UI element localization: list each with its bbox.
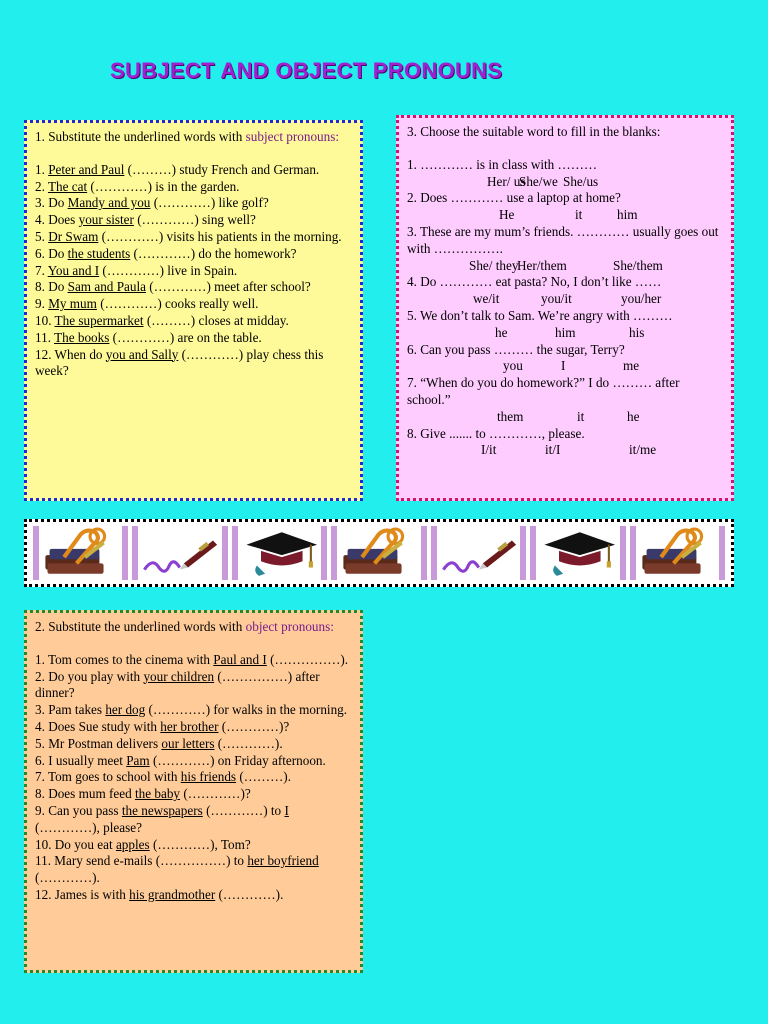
item-text: (………). — [236, 769, 291, 785]
item-text: (…………)? — [180, 786, 251, 802]
answer-option: it/me — [629, 442, 657, 458]
underlined-phrase: his grandmother — [129, 886, 216, 902]
underlined-phrase: The supermarket — [54, 312, 144, 328]
exercise-1-item — [35, 246, 352, 263]
item-rest: (…………) do the homework? — [130, 245, 297, 261]
underlined-phrase: Peter and Paul — [48, 161, 125, 177]
item-number: 8. Do — [35, 279, 65, 295]
exercise-2-item — [35, 803, 352, 837]
item-number: 1. — [35, 161, 45, 177]
answer-option: you — [503, 358, 523, 374]
exercise-3-question: 6. Can you pass ……… the sugar, Terry? — [407, 341, 625, 357]
answer-option: I — [561, 358, 566, 374]
underlined-phrase: apples — [115, 836, 150, 852]
item-number: 7. — [35, 262, 45, 278]
answer-option: them — [497, 408, 524, 424]
underlined-phrase: The cat — [47, 178, 88, 194]
answer-option: it — [577, 408, 585, 424]
answer-option: it/I — [545, 442, 561, 458]
clipart-tile — [232, 526, 327, 580]
item-number: 11. — [35, 329, 51, 345]
underlined-phrase: her brother — [160, 718, 219, 734]
underlined-phrase: Dr Swam — [48, 228, 99, 244]
books-clip-icon — [636, 526, 719, 580]
exercise-2-item — [35, 719, 352, 736]
exercise-1-item — [35, 347, 352, 381]
underlined-phrase: I — [284, 802, 289, 818]
books-clip-icon — [39, 526, 122, 580]
answer-option: She/us — [563, 173, 599, 189]
answer-options — [407, 174, 723, 191]
underlined-phrase: our letters — [161, 735, 215, 751]
exercise-1-heading: 1. Substitute the underlined words with subject pronouns: — [35, 129, 340, 144]
answer-options — [407, 291, 723, 308]
underlined-phrase: the newspapers — [121, 802, 203, 818]
exercise-1-item — [35, 162, 352, 179]
exercise-3-box — [396, 115, 734, 501]
exercise-3-question: 2. Does ………… use a laptop at home? — [407, 190, 621, 206]
answer-options — [407, 325, 723, 342]
item-text: (…………) for walks in the morning. — [145, 702, 348, 718]
item-text: (…………) to — [202, 802, 285, 818]
graduation-cap-icon — [536, 526, 619, 580]
answer-options — [407, 442, 723, 459]
exercise-1-item — [35, 179, 352, 196]
clipart-tile — [331, 526, 426, 580]
underlined-phrase: Sam and Paula — [67, 279, 146, 295]
exercise-3-heading: 3. Choose the suitable word to fill in the blanks: — [407, 124, 661, 139]
item-rest: (…………) play chess this week? — [35, 346, 324, 379]
item-number: 12. When do — [35, 346, 103, 362]
item-text: 12. James is with — [35, 886, 130, 902]
exercise-2-item — [35, 837, 352, 854]
item-rest: (…………) live in Spain. — [99, 262, 238, 278]
exercise-2-list — [35, 652, 352, 904]
exercise-2-heading: 2. Substitute the underlined words with object pronouns: — [35, 619, 334, 634]
underlined-phrase: the students — [67, 245, 131, 261]
underlined-phrase: My mum — [48, 296, 97, 312]
answer-options — [407, 409, 723, 426]
item-rest: (…………) is in the garden. — [87, 178, 240, 194]
clipart-tile — [530, 526, 625, 580]
item-text: (…………), please? — [35, 819, 142, 835]
item-text: 7. Tom goes to school with — [35, 769, 181, 785]
exercise-1-item — [35, 296, 352, 313]
answer-option: he — [627, 408, 640, 424]
item-text: 2. Do you play with — [35, 668, 144, 684]
underlined-phrase: the baby — [134, 786, 181, 802]
item-text: 11. Mary send e-mails (……………) to — [35, 853, 248, 869]
answer-option: him — [555, 324, 576, 340]
underlined-phrase: your children — [143, 668, 215, 684]
graduation-cap-icon — [238, 526, 321, 580]
item-rest: (………) closes at midday. — [143, 312, 289, 328]
item-rest: (…………) like golf? — [150, 195, 269, 211]
clipart-tile — [630, 526, 725, 580]
answer-option: Her/them — [517, 257, 567, 273]
item-text: (…………), Tom? — [149, 836, 251, 852]
answer-option: She/we — [519, 173, 558, 189]
clipart-tile — [431, 526, 526, 580]
answer-option: I/it — [481, 442, 497, 458]
exercise-1-list — [35, 162, 352, 380]
answer-option: you/it — [541, 291, 572, 307]
exercise-3-question: 8. Give ....... to …………, please. — [407, 425, 585, 441]
item-text: 6. I usually meet — [35, 752, 127, 768]
exercise-2-item — [35, 887, 352, 904]
underlined-phrase: You and I — [47, 262, 100, 278]
exercise-2-item — [35, 853, 352, 887]
exercise-2-box — [24, 610, 363, 973]
exercise-3-list — [407, 157, 723, 459]
exercise-3-question: 7. “When do you do homework?” I do ……… after school.” — [407, 375, 680, 407]
item-rest: (…………) sing well? — [133, 212, 256, 228]
exercise-2-item — [35, 769, 352, 786]
clipart-strip — [24, 519, 734, 587]
underlined-phrase: you and Sally — [105, 346, 179, 362]
item-text: 9. Can you pass — [35, 802, 122, 818]
underlined-phrase: his friends — [180, 769, 237, 785]
pen-icon — [437, 526, 520, 580]
item-text: (…………)? — [218, 718, 290, 734]
item-text: 1. Tom comes to the cinema with — [35, 651, 214, 667]
item-text: 8. Does mum feed — [35, 786, 135, 802]
underlined-phrase: your sister — [78, 212, 134, 228]
item-number: 6. Do — [35, 245, 65, 261]
answer-option: it — [575, 207, 583, 223]
item-number: 3. Do — [35, 195, 65, 211]
exercise-1-item — [35, 330, 352, 347]
answer-options — [407, 358, 723, 375]
underlined-phrase: her dog — [105, 702, 146, 718]
exercise-2-item — [35, 669, 352, 703]
item-text: (…………) on Friday afternoon. — [149, 752, 326, 768]
answer-option: we/it — [473, 291, 500, 307]
exercise-1-box — [24, 120, 363, 501]
clipart-tile — [132, 526, 227, 580]
exercise-1-item — [35, 313, 352, 330]
exercise-1-item — [35, 279, 352, 296]
exercise-2-item — [35, 736, 352, 753]
answer-option: you/her — [621, 291, 662, 307]
exercise-3-question: 4. Do ………… eat pasta? No, I don’t like …… — [407, 274, 662, 290]
answer-option: his — [629, 324, 645, 340]
answer-option: Her/ us — [487, 173, 526, 189]
exercise-1-item — [35, 229, 352, 246]
item-number: 5. — [35, 228, 45, 244]
item-text: 3. Pam takes — [35, 702, 106, 718]
exercise-2-item — [35, 786, 352, 803]
underlined-phrase: Paul and I — [213, 651, 267, 667]
item-text: 5. Mr Postman delivers — [35, 735, 162, 751]
item-text: 4. Does Sue study with — [35, 718, 161, 734]
item-rest: (…………) are on the table. — [109, 329, 262, 345]
item-number: 4. Does — [35, 212, 76, 228]
item-text: (…………). — [215, 886, 284, 902]
exercise-2-item — [35, 753, 352, 770]
answer-option: She/them — [613, 257, 663, 273]
exercise-1-item — [35, 212, 352, 229]
item-text: 10. Do you eat — [35, 836, 116, 852]
underlined-phrase: The books — [54, 329, 110, 345]
item-rest: (………) study French and German. — [124, 161, 320, 177]
page-title: SUBJECT AND OBJECT PRONOUNS — [110, 58, 503, 83]
item-text: (…………). — [35, 870, 100, 886]
item-rest: (…………) visits his patients in the morning. — [98, 228, 342, 244]
item-text: (……………) after dinner? — [35, 668, 320, 701]
books-clip-icon — [337, 526, 420, 580]
underlined-phrase: Mandy and you — [67, 195, 151, 211]
item-number: 10. — [35, 312, 52, 328]
answer-option: He — [499, 207, 515, 223]
clipart-tile — [33, 526, 128, 580]
underlined-phrase: Pam — [126, 752, 150, 768]
answer-options — [407, 207, 723, 224]
item-number: 2. — [35, 178, 45, 194]
exercise-2-item — [35, 652, 352, 669]
answer-option: She/ they — [469, 257, 519, 273]
exercise-2-item — [35, 702, 352, 719]
exercise-3-question: 3. These are my mum’s friends. ………… usually goes out with ……………. — [407, 223, 719, 256]
exercise-1-item — [35, 263, 352, 280]
item-rest: (…………) meet after school? — [146, 279, 311, 295]
answer-option: he — [495, 324, 508, 340]
item-rest: (…………) cooks really well. — [96, 296, 259, 312]
answer-option: him — [617, 207, 638, 223]
answer-options — [407, 258, 723, 275]
exercise-3-question: 1. ………… is in class with ……… — [407, 156, 598, 172]
item-text: (…………). — [214, 735, 283, 751]
answer-option: me — [623, 358, 640, 374]
item-number: 9. — [35, 296, 45, 312]
exercise-3-question: 5. We don’t talk to Sam. We’re angry with ……… — [407, 307, 673, 323]
pen-icon — [138, 526, 221, 580]
exercise-1-item — [35, 195, 352, 212]
item-text: (……………). — [266, 651, 349, 667]
underlined-phrase: her boyfriend — [247, 853, 319, 869]
